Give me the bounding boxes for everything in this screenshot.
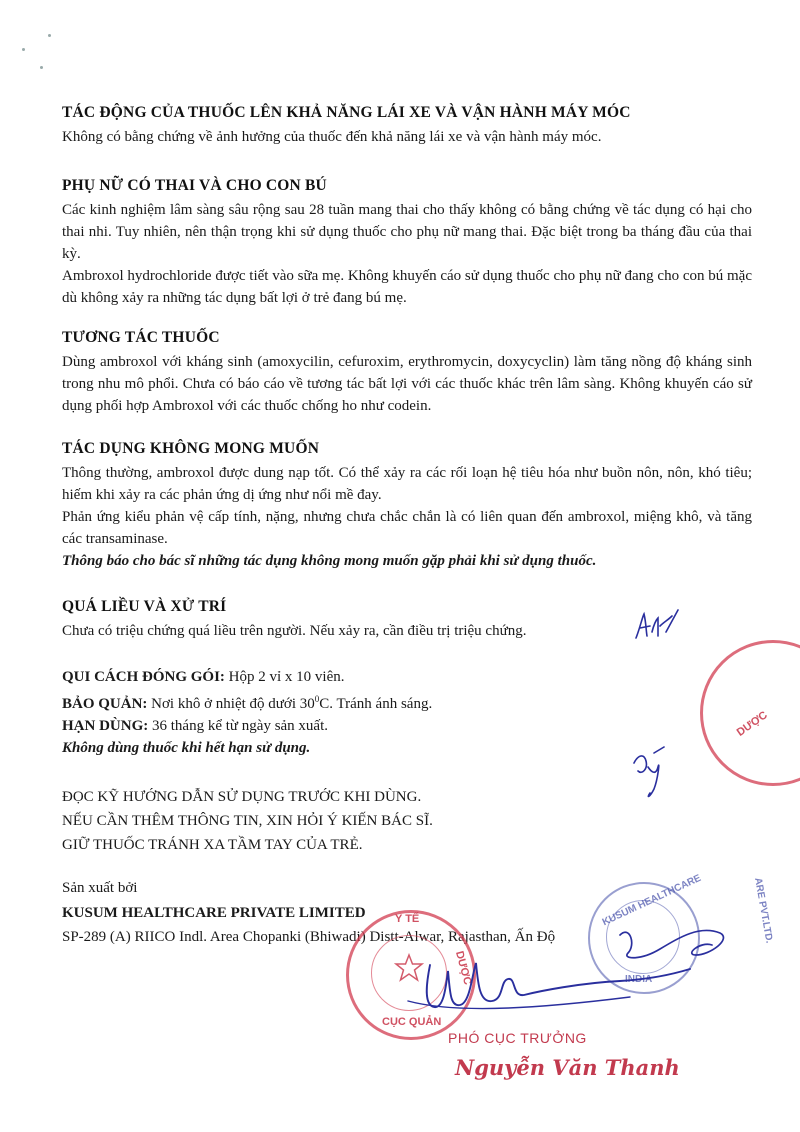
packaging-value: Hộp 2 vỉ x 10 viên. [224, 669, 345, 685]
manufacturer-name: KUSUM HEALTHCARE PRIVATE LIMITED [62, 905, 366, 921]
stamp-text: DƯỢC [734, 709, 770, 739]
stamp-text: ARE PVT.LTD. [752, 876, 775, 945]
expiry-value: 36 tháng kể từ ngày sản xuất. [148, 718, 329, 734]
section-heading: QUÁ LIỀU VÀ XỬ TRÍ [62, 598, 227, 615]
handwritten-initial [628, 745, 674, 807]
scan-speck [22, 48, 25, 51]
section-interactions [62, 329, 752, 417]
stamp-text: DƯỢC [452, 949, 474, 987]
stamp-text: KUSUM HEALTHCARE [600, 872, 703, 929]
section-paragraph: Ambroxol hydrochloride được tiết vào sữa mẹ. Không khuyến cáo sử dụng thuốc cho phụ nữ đang cho con bú mặc dù không xảy ra những tác dụng bất lợi ở trẻ đang bú mẹ. [62, 268, 752, 306]
stamp-text: CỤC QUẢN [382, 1016, 442, 1028]
section-paragraph: Dùng ambroxol với kháng sinh (amoxycilin, cefuroxim, erythromycin, doxycyclin) làm tăng nồng độ kháng sinh trong nhu mô phổi. Chưa có báo cáo về tương tác bất lợi với các thuốc khác trên lâm sàng. Không khuyến cáo sử dụng phối hợp Ambroxol với các thuốc chống ho như codein. [62, 354, 752, 414]
storage-label: BẢO QUẢN: [62, 696, 148, 712]
storage-degree: 0 [314, 694, 320, 704]
section-driving [62, 104, 752, 148]
section-paragraph: Chưa có triệu chứng quá liều trên người. Nếu xảy ra, cần điều trị triệu chứng. [62, 623, 527, 639]
section-heading: PHỤ NỮ CÓ THAI VÀ CHO CON BÚ [62, 177, 327, 194]
expiry-line [62, 715, 752, 737]
section-paragraph: Các kinh nghiệm lâm sàng sâu rộng sau 28 tuần mang thai cho thấy không có bằng chứng về tác dụng có hại cho thai nhi. Tuy nhiên, nên thận trọng khi sử dụng thuốc cho phụ nữ mang thai. Đặc biệt trong ba tháng đầu của thai kỳ. [62, 202, 752, 262]
notice-line: NẾU CẦN THÊM THÔNG TIN, XIN HỎI Ý KIẾN BÁC SĨ. [62, 813, 433, 829]
section-pregnancy [62, 177, 752, 309]
scan-speck [40, 66, 43, 69]
section-heading: TÁC DỤNG KHÔNG MONG MUỐN [62, 440, 320, 457]
handwritten-signature [400, 945, 700, 1035]
side-effects-notice: Thông báo cho bác sĩ những tác dụng không mong muốn gặp phải khi sử dụng thuốc. [62, 553, 597, 569]
section-heading: TƯƠNG TÁC THUỐC [62, 329, 220, 346]
section-paragraph: Thông thường, ambroxol được dung nạp tốt. Có thể xảy ra các rối loạn hệ tiêu hóa như buồn nôn, nôn, khó tiêu; hiếm khi xảy ra các phản ứng dị ứng như nổi mề đay. [62, 465, 752, 503]
storage-line [62, 688, 752, 715]
signer-name: Nguyễn Văn Thanh [455, 1055, 680, 1080]
scan-speck [48, 34, 51, 37]
expiry-label: HẠN DÙNG: [62, 718, 149, 734]
section-paragraph: Không có bằng chứng về ảnh hưởng của thuốc đến khả năng lái xe và vận hành máy móc. [62, 129, 602, 145]
signer-title: PHÓ CỤC TRƯỞNG [448, 1030, 587, 1046]
manufacturer-address: SP-289 (A) RIICO Indl. Area Chopanki (Bhiwadi) Distt-Alwar, Rajasthan, Ấn Độ [62, 929, 556, 945]
stamp-text: INDIA [625, 974, 653, 985]
stamp-text: Y TẾ [395, 913, 420, 925]
section-heading: TÁC ĐỘNG CỦA THUỐC LÊN KHẢ NĂNG LÁI XE VÀ VẬN HÀNH MÁY MÓC [62, 104, 631, 121]
handwritten-initial [632, 608, 682, 644]
section-paragraph: Phản ứng kiểu phản vệ cấp tính, nặng, nhưng chưa chắc chắn là có liên quan đến ambroxol, miệng khô, và tăng các transaminase. [62, 509, 752, 547]
storage-value: Nơi khô ở nhiệt độ dưới 30 [147, 696, 315, 712]
notice-line: ĐỌC KỸ HƯỚNG DẪN SỬ DỤNG TRƯỚC KHI DÙNG. [62, 789, 422, 805]
packaging-line [62, 666, 752, 688]
notice-line: GIỮ THUỐC TRÁNH XA TẦM TAY CỦA TRẺ. [62, 837, 363, 853]
section-side-effects [62, 440, 752, 572]
manufacturer-intro: Sản xuất bởi [62, 880, 138, 896]
partial-stamp-red [700, 640, 800, 786]
storage-value-end: C. Tránh ánh sáng. [319, 696, 433, 712]
expiry-warning: Không dùng thuốc khi hết hạn sử dụng. [62, 740, 311, 756]
packaging-label: QUI CÁCH ĐÓNG GÓI: [62, 669, 225, 685]
